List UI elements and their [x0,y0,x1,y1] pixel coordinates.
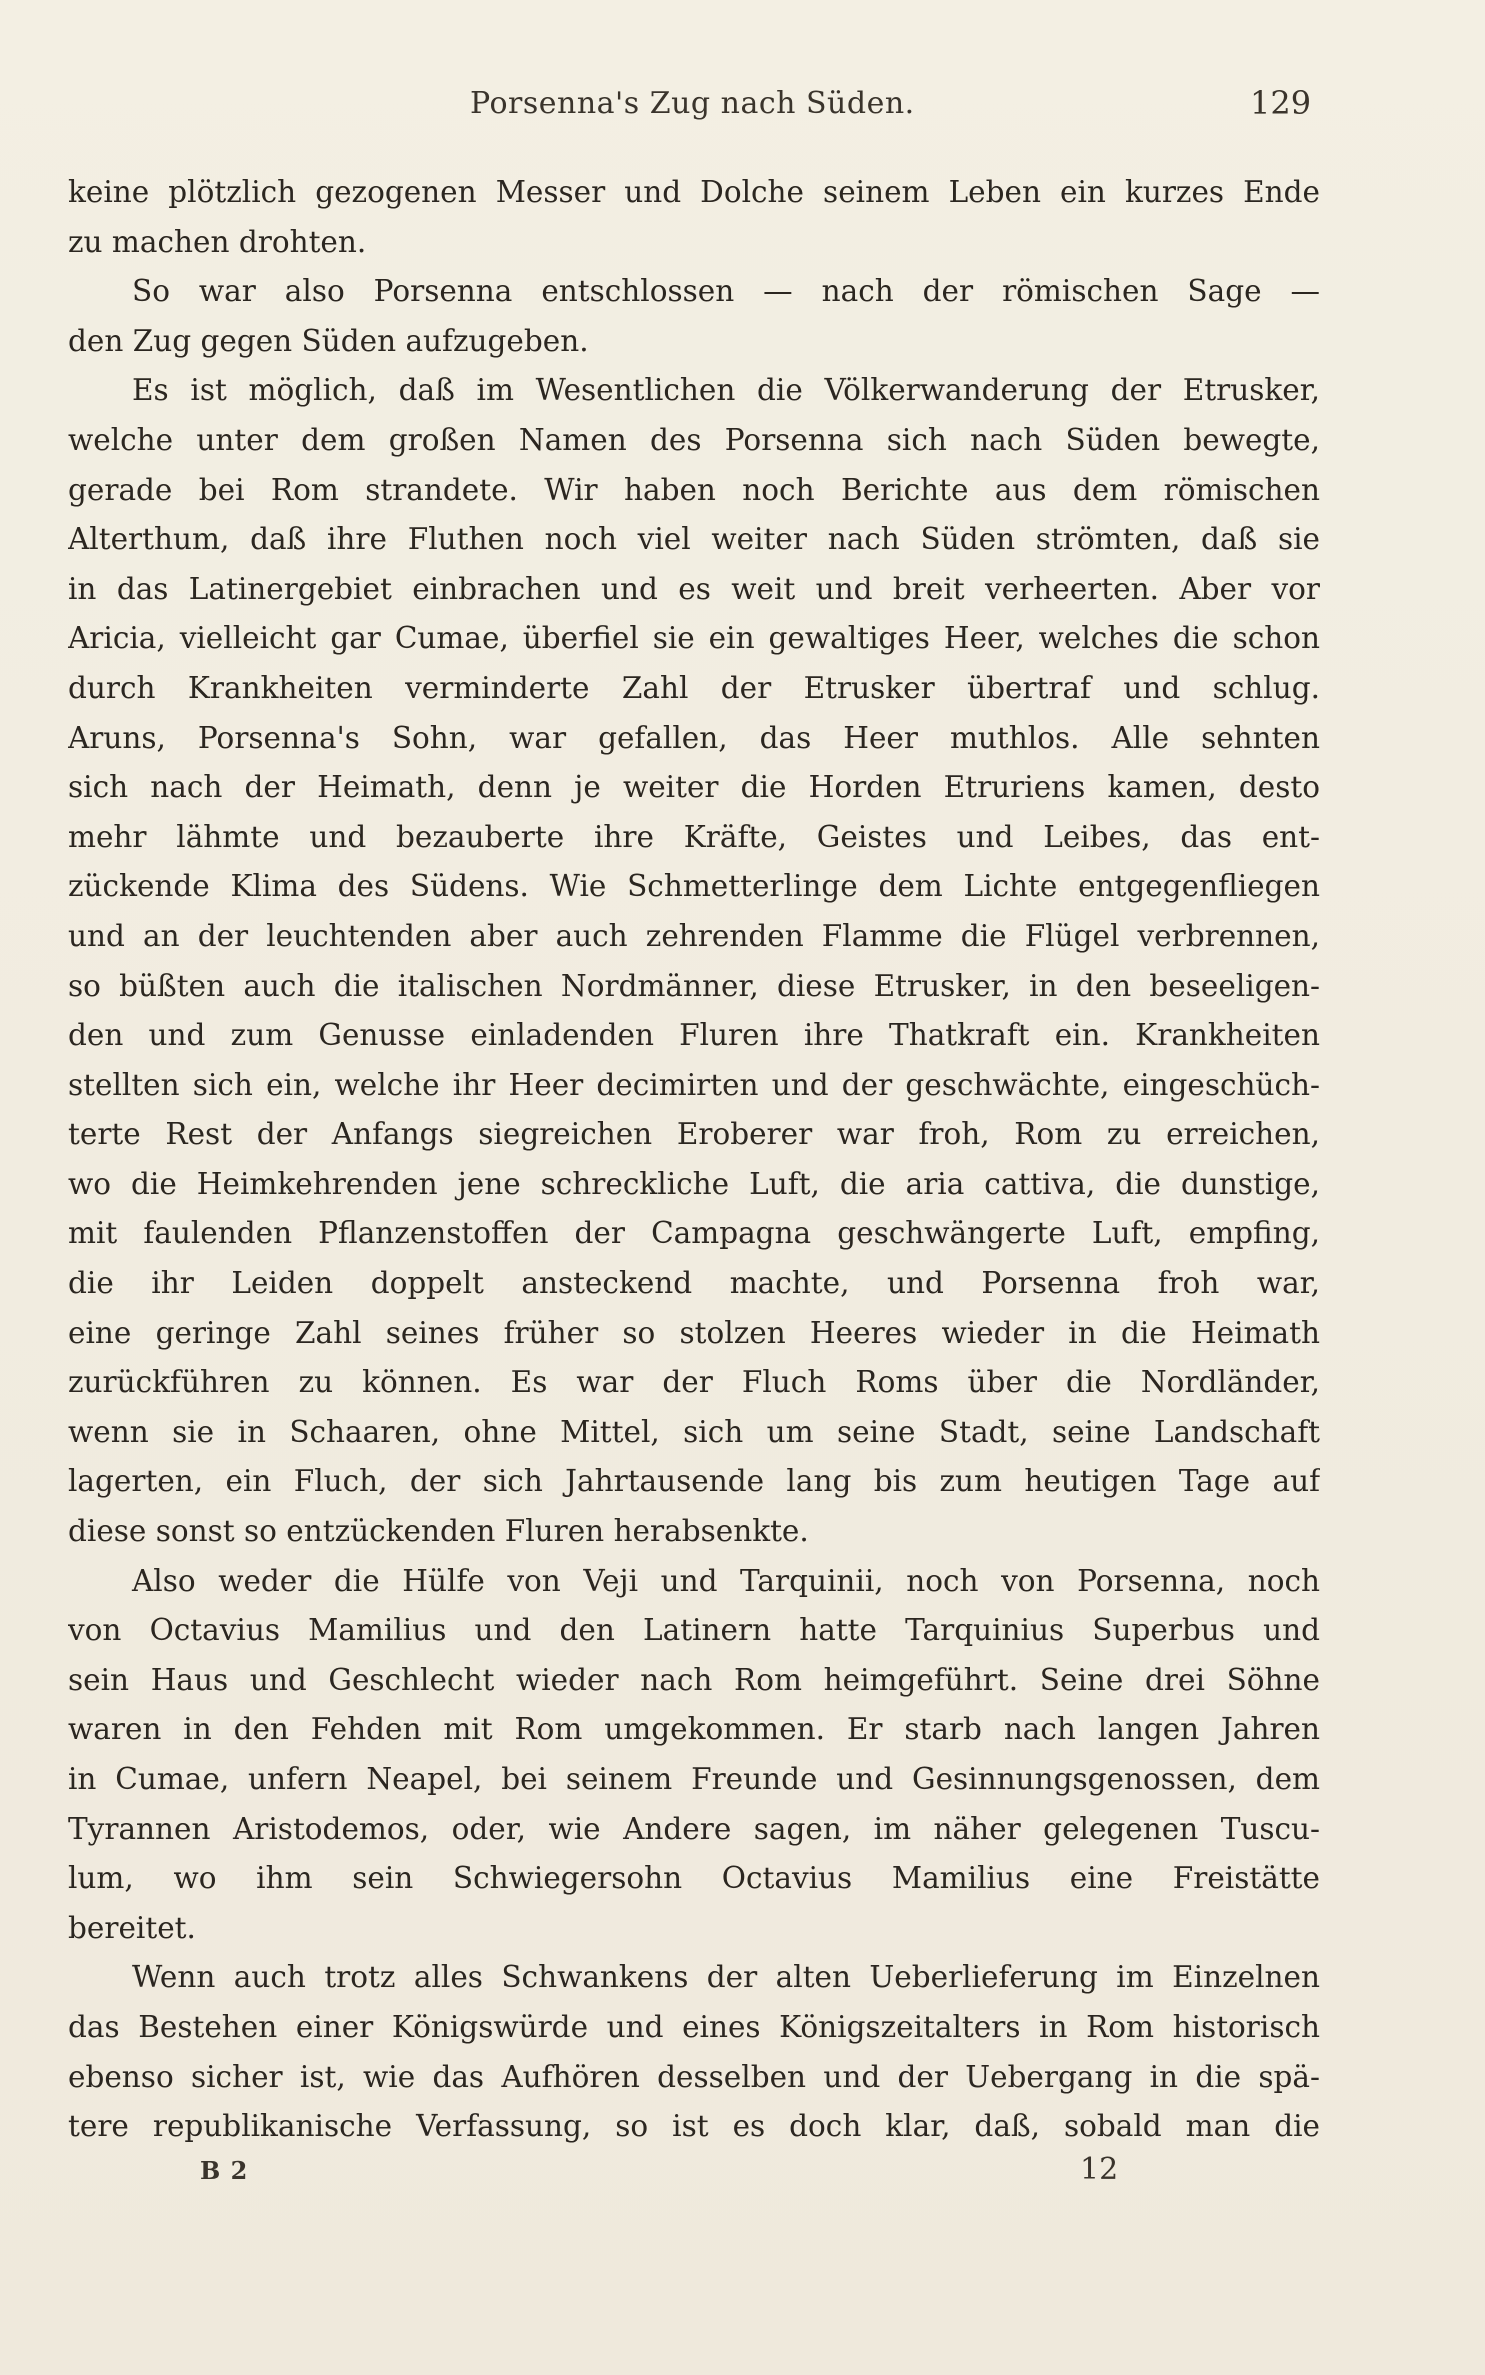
text-line: tere republikanische Verfassung, so ist es doch klar, daß, sobald man die [68,2109,1320,2144]
text-line: Es ist möglich, daß im Wesentlichen die Völkerwanderung der Etrusker, [132,373,1320,408]
text-line: eine geringe Zahl seines früher so stolzen Heeres wieder in die Heimath [68,1315,1320,1350]
text-line: waren in den Fehden mit Rom umgekommen. Er starb nach langen Jahren [68,1712,1320,1747]
text-line: und an der leuchtenden aber auch zehrenden Flamme die Flügel verbrennen, [68,918,1320,953]
text-line: zurückführen zu können. Es war der Fluch Roms über die Nordländer, [68,1365,1320,1400]
text-line: zu machen drohten. [68,224,367,259]
page-footer [0,2152,1485,2196]
text-line: Tyrannen Aristodemos, oder, wie Andere sagen, im näher gelegenen Tuscu- [68,1811,1320,1846]
text-line: terte Rest der Anfangs siegreichen Eroberer war froh, Rom zu erreichen, [68,1117,1320,1152]
text-line: Wenn auch trotz alles Schwankens der alten Ueberlieferung im Einzelnen [132,1960,1320,1995]
running-head [0,80,1485,140]
text-line: bereitet. [68,1910,196,1945]
text-line: Aricia, vielleicht gar Cumae, überfiel sie ein gewaltiges Heer, welches die schon [68,621,1320,656]
text-line: in Cumae, unfern Neapel, bei seinem Freunde und Gesinnungsgenossen, dem [68,1762,1320,1796]
text-line: das Bestehen einer Königswürde und eines Königszeitalters in Rom historisch [68,2009,1320,2044]
text-line: mehr lähmte und bezauberte ihre Kräfte, Geistes und Leibes, das ent- [68,819,1320,854]
sheet-number: 12 [1080,2152,1119,2187]
text-line: Alterthum, daß ihre Fluthen noch viel weiter nach Süden strömten, daß sie [68,522,1320,557]
printer-signature: B 2 [200,2156,249,2185]
text-line: zückende Klima des Südens. Wie Schmetterlinge dem Lichte entgegenfliegen [68,869,1320,904]
text-line: keine plötzlich gezogenen Messer und Dolche seinem Leben ein kurzes Ende [68,175,1320,209]
running-title: Porsenna's Zug nach Süden. [470,86,915,121]
text-line: von Octavius Mamilius und den Latinern hatte Tarquinius Superbus und [68,1613,1320,1648]
text-line: lum, wo ihm sein Schwiegersohn Octavius Mamilius eine Freistätte [68,1861,1320,1896]
text-line: welche unter dem großen Namen des Porsenna sich nach Süden bewegte, [68,422,1320,457]
text-line: in das Latinergebiet einbrachen und es weit und breit verheerten. Aber vor [68,571,1320,606]
text-line: gerade bei Rom strandete. Wir haben noch Berichte aus dem römischen [68,472,1320,507]
text-line: wo die Heimkehrenden jene schreckliche Luft, die aria cattiva, die dunstige, [68,1166,1320,1201]
text-line: den und zum Genusse einladenden Fluren ihre Thatkraft ein. Krankheiten [68,1018,1320,1053]
text-line: durch Krankheiten verminderte Zahl der Etrusker übertraf und schlug. [68,670,1320,705]
text-line: diese sonst so entzückenden Fluren herabsenkte. [68,1514,809,1549]
text-line: so büßten auch die italischen Nordmänner, diese Etrusker, in den beseeligen- [68,968,1320,1003]
text-line: sein Haus und Geschlecht wieder nach Rom heimgeführt. Seine drei Söhne [68,1662,1320,1697]
page-number: 129 [1250,84,1312,122]
text-line: mit faulenden Pflanzenstoffen der Campagna geschwängerte Luft, empfing, [68,1216,1320,1251]
text-line: Also weder die Hülfe von Veji und Tarquinii, noch von Porsenna, noch [132,1563,1320,1598]
text-line: sich nach der Heimath, denn je weiter die Horden Etruriens kamen, desto [68,770,1320,805]
text-line: Aruns, Porsenna's Sohn, war gefallen, das Heer muthlos. Alle sehnten [68,720,1320,755]
text-line: lagerten, ein Fluch, der sich Jahrtausende lang bis zum heutigen Tage auf [68,1464,1320,1499]
text-line: ebenso sicher ist, wie das Aufhören desselben und der Uebergang in die spä- [68,2059,1320,2094]
text-line: stellten sich ein, welche ihr Heer decimirten und der geschwächte, eingeschüch- [68,1067,1320,1102]
text-line: wenn sie in Schaaren, ohne Mittel, sich um seine Stadt, seine Landschaft [68,1414,1320,1449]
text-line: So war also Porsenna entschlossen — nach der römischen Sage — [132,274,1320,309]
text-line: den Zug gegen Süden aufzugeben. [68,323,589,358]
body-text [68,168,1320,2152]
text-line: die ihr Leiden doppelt ansteckend machte, und Porsenna froh war, [68,1266,1320,1301]
